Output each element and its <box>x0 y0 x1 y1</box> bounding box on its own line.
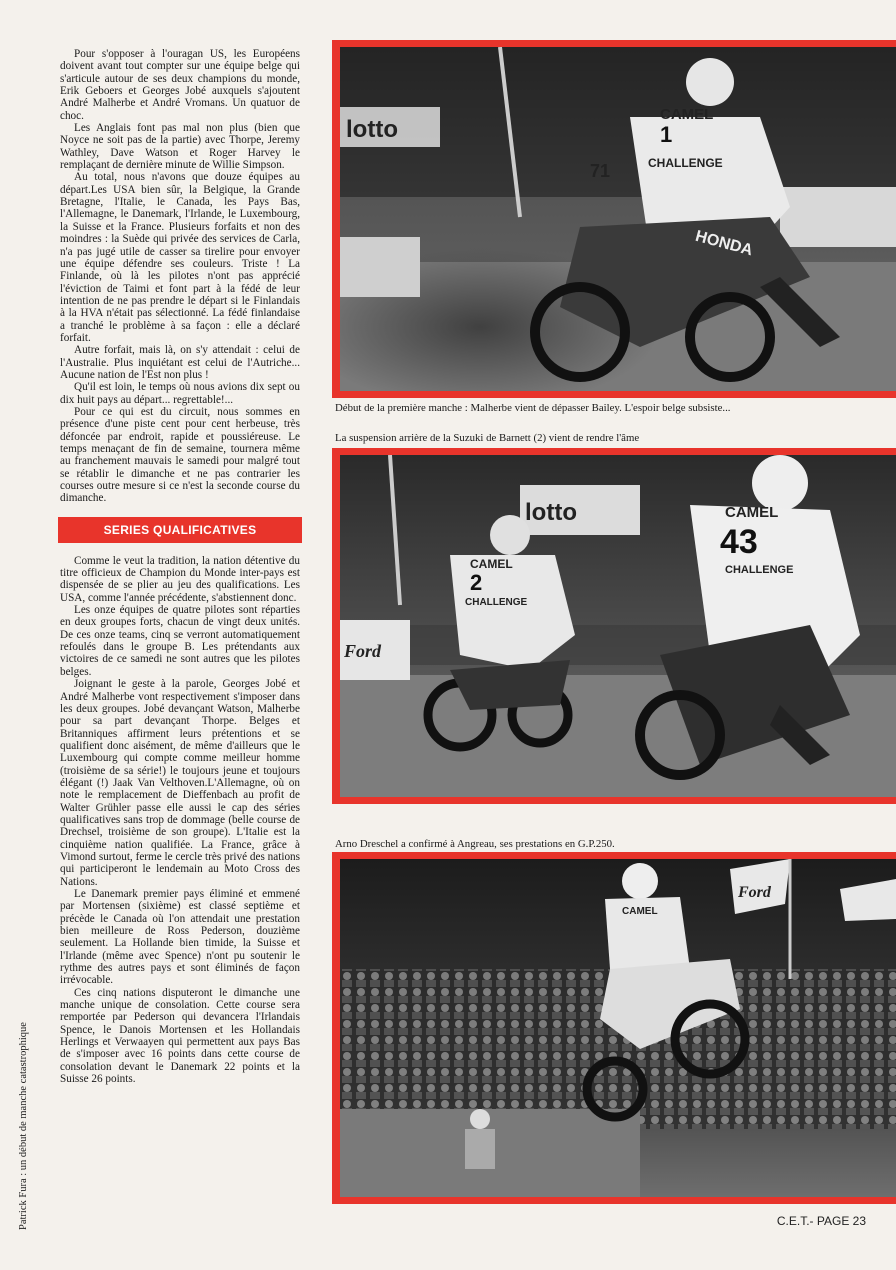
photo-barnett-suspension <box>340 455 896 797</box>
paragraph: Au total, nous n'avons que douze équipes au départ.Les USA bien sûr, la Belgique, la Grande Bretagne, l'Italie, le Canada, les Pays Bas, l'Allemagne, le Danemark, l'Irlande, le Luxembourg, la Suisse et la France. Plusieurs forfaits et non des moindres : la Suède qui privée des services de Carla, n'a pas jugé utile de casser sa tirelire pour envoyer une équipe défendre ses couleurs. Triste ! La Finlande, où là les pilotes n'ont pas apprécié l'éviction de Taimi et font part à la fédé de leur intention de ne pas prendre le départ si le Finlandais à la HVA n'était pas sélectionné. La fédé finlandaise a tranché le problème à sa façon : elle a déclaré forfait. <box>60 171 300 344</box>
sponsor-label: lotto <box>525 499 577 526</box>
sponsor-label: Ford <box>738 884 771 901</box>
jersey-text: CHALLENGE <box>648 156 723 170</box>
page-number: C.E.T.- PAGE 23 <box>776 1214 866 1228</box>
photo-credit-side: Patrick Fura : un début de manche catastrophique <box>18 1022 29 1230</box>
rider-number: 1 <box>660 122 673 147</box>
photo-frame-1 <box>332 40 896 398</box>
photo-frame-3 <box>332 852 896 1204</box>
paragraph: Joignant le geste à la parole, Georges Jobé et André Malherbe vont respectivement s'imposer dans les deux groupes. Jobé devançant Watson, Malherbe pour sa part devançant Thorpe. Belges et Britanniques affirment leurs prétentions et se qualifient donc aisément, de même d'ailleurs que le Luxembourg qui compte comme meilleur homme (troisième de sa série!) le toujours jeune et toujours élégant (!) Jaak Van Velthoven.L'Allemagne, où on note le remplacement de Dieffenbach au profit de Walter Grühler passe elle aussi le cap des séries qualificatives sans trop de dommage (belle course de Drechsel, troisième de son groupe). L'Italie est la cinquième nation qualifiée. La France, grâce à Vimond surtout, ferme le cercle très privé des nations qui participeront le lendemain au Moto Cross des Nations. <box>60 678 300 888</box>
photo-caption-1: Début de la première manche : Malherbe vient de dépasser Bailey. L'espoir belge subsiste... <box>335 402 731 414</box>
paragraph: Autre forfait, mais là, on s'y attendait : celui de l'Australie. Plus inquiétant est celui de l'Autriche... Aucune nation de l'Est non plus ! <box>60 344 300 381</box>
photo-image-2 <box>340 455 896 797</box>
paragraph: Qu'il est loin, le temps où nous avions dix sept ou dix huit pays au départ... regrettable!... <box>60 381 300 406</box>
jersey-text: CAMEL <box>660 106 714 123</box>
jersey-text: 71 <box>590 161 611 181</box>
article-column <box>60 48 300 1086</box>
jersey-text: CHALLENGE <box>725 564 794 576</box>
paragraph: Le Danemark premier pays éliminé et emmené par Mortensen (sixième) est classé septième et précède le Canada où l'on attendait une prestation bien meilleure de Ross Pederson, douzième seulement. La Hollande bien timide, la Suisse et l'Irlande (même avec Spence) n'ont pu soutenir le rythme des autres pays et sont éliminés de façon irrévocable. <box>60 888 300 987</box>
rider-number: 43 <box>720 523 758 561</box>
jersey-text: CAMEL <box>622 906 658 917</box>
paragraph: Ces cinq nations disputeront le dimanche une manche unique de consolation. Cette course sera remportée par Pederson qui devancera l'Irlandais Spence, le Danois Mortensen et les Hollandais Herlings et Verwaayen qui permettent aux pays Bas de s'imposer avec 16 points dans cette course de consolation devant le Danemark 22 points et la Suisse 26 points. <box>60 986 300 1086</box>
photo-frame-2 <box>332 448 896 804</box>
photo-image-3 <box>340 859 896 1197</box>
jersey-text: CAMEL <box>725 504 779 521</box>
sponsor-label: Ford <box>344 641 382 661</box>
paragraph: Les Anglais font pas mal non plus (bien que Noyce ne soit pas de la partie) avec Thorpe, Jeremy Wathley, Dave Watson et Roger Harvey le remplaçant de dernière minute de Willie Simpson. <box>60 122 300 172</box>
section-heading: SERIES QUALIFICATIVES <box>58 517 302 543</box>
photo-drechsel-jump <box>340 859 896 1197</box>
photo-image-1 <box>340 47 896 391</box>
sponsor-label: lotto <box>346 116 398 143</box>
jersey-text: CAMEL <box>470 557 513 571</box>
paragraph: Comme le veut la tradition, la nation détentive du titre officieux de Champion du Monde inter-pays est dispensée de se plier au jeu des qualifications. Les USA, comme l'année précédente, s'abstiennent donc. <box>60 554 300 604</box>
bike-brand: HONDA <box>693 227 755 260</box>
paragraph: Pour ce qui est du circuit, nous sommes en présence d'une piste cent pour cent herbeuse, très défoncée par endroit, rapide et poussiéreuse. Le temps menaçant de fin de semaine, tournera même au franchement mauvais le samedi pour malgré tout se rétablir le dimanche et ne pas contrarier les courses outre mesure si ce n'est la seconde course du dimanche. <box>60 405 300 505</box>
rider-number: 2 <box>470 570 483 595</box>
paragraph: Pour s'opposer à l'ouragan US, les Européens doivent avant tout compter sur une équipe belge qui s'articule autour de ses deux champions du monde, Erik Geboers et Georges Jobé auxquels s'ajoutent André Malherbe et André Vromans. Un quatuor de choc. <box>60 48 300 122</box>
photo-caption-3: Arno Dreschel a confirmé à Angreau, ses prestations en G.P.250. <box>335 838 615 850</box>
photo-malherbe-bailey <box>340 47 896 391</box>
photo-caption-2: La suspension arrière de la Suzuki de Barnett (2) vient de rendre l'âme <box>335 432 640 444</box>
paragraph: Les onze équipes de quatre pilotes sont réparties en deux groupes forts, chacun de vingt deux unités. De ces onze teams, cinq se verront automatiquement refoulés dans le groupe B. Les prétendants aux victoires de ce samedi ne sont autres que les pilotes belges. <box>60 604 300 678</box>
jersey-text: CHALLENGE <box>465 597 528 608</box>
